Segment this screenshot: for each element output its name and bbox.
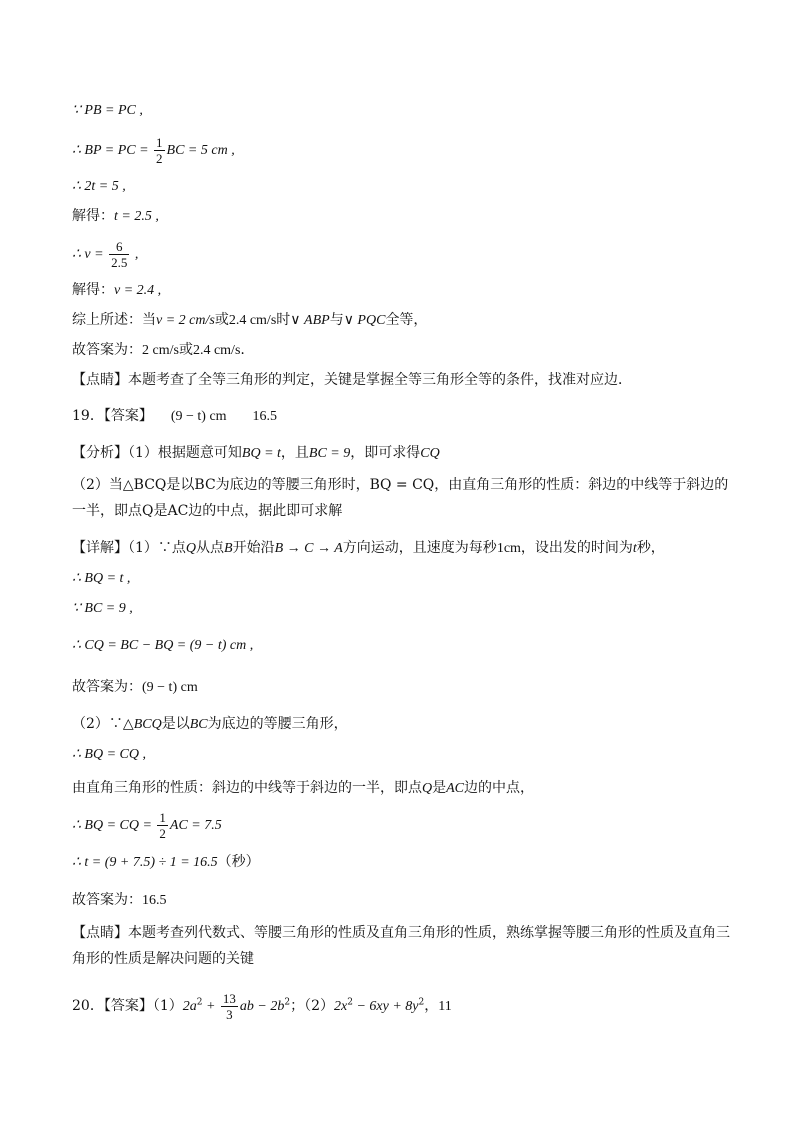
line-22: ∴ t = (9 + 7.5) ÷ 1 = 16.5（秒） — [72, 854, 260, 870]
line-15: ∵ BC = 9 , — [72, 601, 133, 616]
fraction: $\frac{6}{2.5}$ — [111, 238, 128, 270]
fraction: $\frac{1}{2}$ — [156, 134, 163, 166]
line-20: 由直角三角形的性质：斜边的中线等于斜边的一半，即点Q是AC边的中点， — [72, 780, 535, 796]
formula: ∴ BP = PC = — [72, 143, 153, 158]
formula: ∴ 2t = 5 , — [72, 179, 126, 194]
fraction: $\frac{1}{2}$ — [159, 809, 166, 841]
line-13-detail: 【详解】（1）∵点Q从点B开始沿B → C → A方向运动，且速度为每秒1cm，设出发的时间为t秒， — [72, 540, 665, 556]
line-9-comment: 【点睛】本题考查了全等三角形的判定，关键是掌握全等三角形全等的条件，找准对应边． — [72, 372, 632, 388]
fraction: $\frac{13}{3}$ — [222, 990, 236, 1022]
line-17: 故答案为：(9 − t) cm — [72, 679, 198, 695]
line-7: 综上所述：当v = 2 cm/s或2.4 cm/s时∨ ABP与∨ PQC全等， — [72, 312, 428, 328]
line-5 — [72, 234, 734, 274]
line-19: ∴ BQ = CQ , — [72, 747, 146, 762]
formula: v = 2.4 , — [114, 283, 162, 298]
line-1 — [72, 100, 734, 121]
line-25-answer-20: 20．【答案】$(1)2a^2$ + $\frac{13}{3}$ ab − $2b^2$；$(2)2x^2 - 6xy + 8y^2$，11 — [72, 990, 452, 1022]
line-18: （2）∵△BCQ是以BC为底边的等腰三角形， — [72, 716, 348, 732]
formula: , — [131, 247, 139, 262]
formula: ∵ PB = PC , — [72, 103, 143, 118]
line-11-analysis: 【分析】（1）根据题意可知BQ = t，且BC = 9，即可求得CQ — [72, 445, 440, 461]
line-6 — [72, 280, 734, 301]
line-8: 故答案为：2 cm/s或2.4 cm/s. — [72, 342, 245, 358]
line-24-comment: 【点睛】本题考查列代数式、等腰三角形的性质及直角三角形的性质，熟练掌握等腰三角形的性质及直角三角形的性质是解决问题的关键 — [72, 925, 730, 967]
line-10-answer-19: 19．【答案】 (9 − t) cm 16.5 — [72, 408, 278, 424]
line-4 — [72, 206, 734, 227]
line-14: ∴ BQ = t , — [72, 571, 131, 586]
line-23: 故答案为：16.5 — [72, 892, 167, 908]
formula: t = 2.5 , — [114, 209, 159, 224]
formula: BC = 5 cm , — [166, 143, 235, 158]
line-16: ∴ CQ = BC − BQ = (9 − t) cm , — [72, 638, 254, 653]
label: 解得： — [72, 282, 114, 298]
line-2 — [72, 132, 734, 168]
line-21: ∴ BQ = CQ = $\frac{1}{2}$ AC = 7.5 — [72, 809, 222, 841]
line-12-analysis-2: （2）当△BCQ是以BC为底边的等腰三角形时，BQ = CQ，由直角三角形的性质：斜边的中线等于斜边的一半，即点Q是AC边的中点，据此即可求解 — [72, 477, 729, 519]
formula: ∴ v = — [72, 247, 108, 262]
label: 解得： — [72, 208, 114, 224]
line-3 — [72, 176, 734, 197]
